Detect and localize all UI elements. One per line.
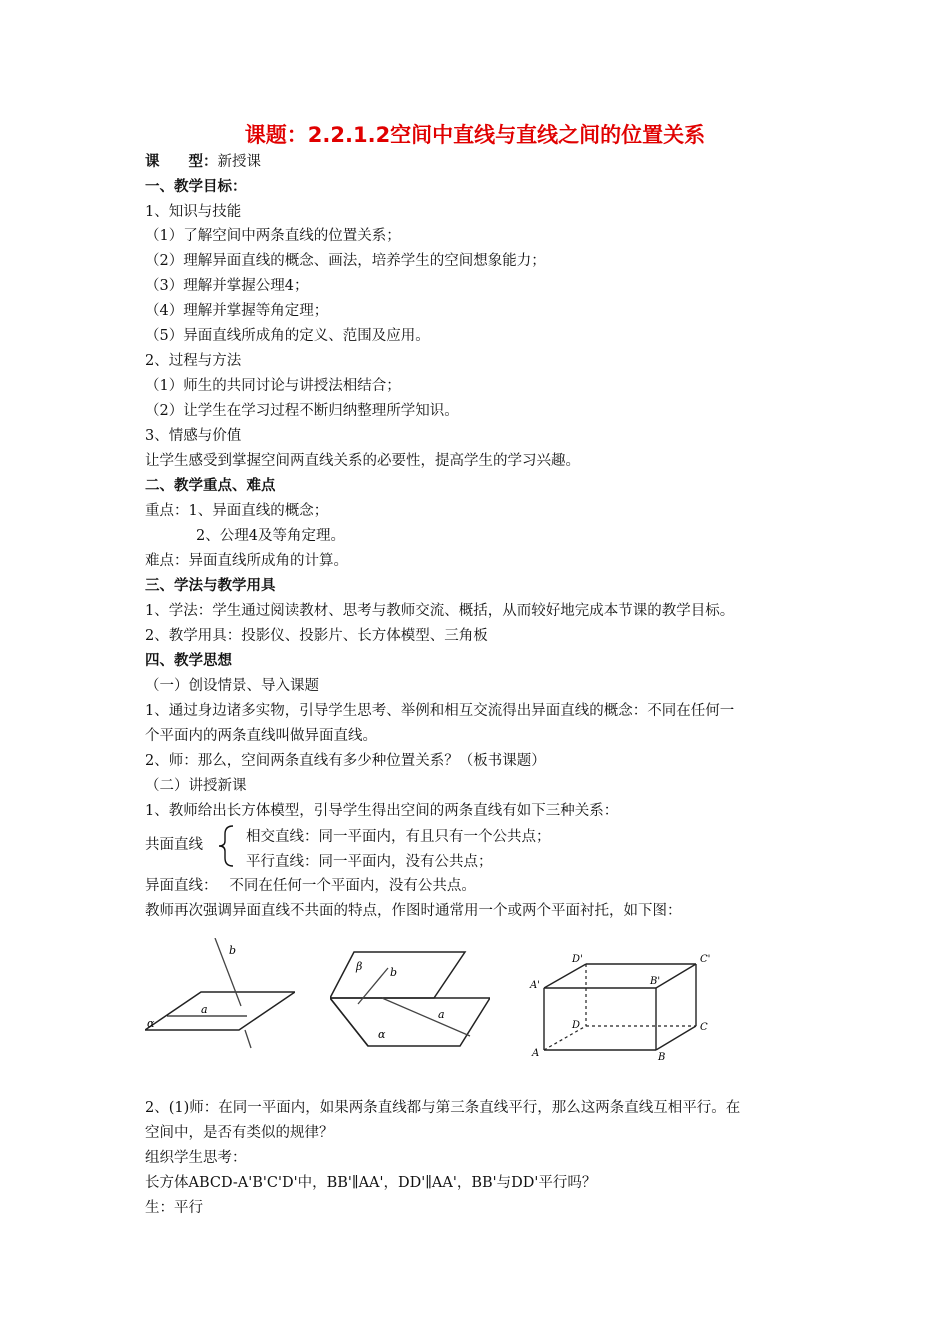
fig2-label-b: b (390, 966, 398, 979)
fig1-label-b: b (229, 944, 237, 957)
skew-lines-def: 异面直线： 不同在任何一个平面内，没有公共点。 (145, 878, 476, 894)
fig3-label-d: D (572, 1020, 581, 1031)
thoughts-paragraph: 1、通过身边诸多实物，引导学生思考、举例和相互交流得出异面直线的概念：不同在任何一 (145, 703, 735, 719)
section-heading-goals: 一、教学目标： (145, 179, 247, 195)
figure-skew-one-plane (145, 938, 295, 1050)
goals-item: （1）了解空间中两条直线的位置关系； (145, 228, 401, 244)
section-heading-thoughts: 四、教学思想 (145, 653, 232, 669)
fig3-label-c1: C' (700, 954, 711, 965)
goals-subheading-knowledge: 1、知识与技能 (145, 204, 242, 220)
thoughts-paragraph: 2、(1)师：在同一平面内，如果两条直线都与第三条直线平行，那么这两条直线互相平行。在 (145, 1100, 741, 1116)
goals-item: （4）理解并掌握等角定理； (145, 303, 329, 319)
parallel-lines-def: 平行直线：同一平面内，没有公共点； (246, 854, 493, 870)
methods-item-2: 2、教学用具：投影仪、投影片、长方体模型、三角板 (145, 628, 488, 644)
page-title: 课题：2.2.1.2空间中直线与直线之间的位置关系 (244, 123, 706, 147)
fig3-label-a1: A' (530, 980, 540, 991)
figure-skew-two-planes (330, 946, 490, 1050)
thoughts-paragraph: 1、教师给出长方体模型，引导学生得出空间的两条直线有如下三种关系： (145, 803, 619, 819)
intersect-lines-def: 相交直线：同一平面内，有且只有一个公共点； (246, 829, 551, 845)
methods-item-1: 1、学法：学生通过阅读教材、思考与教师交流、概括，从而较好地完成本节课的教学目标。 (145, 603, 735, 619)
fig2-label-alpha: α (378, 1028, 386, 1041)
thoughts-paragraph: 个平面内的两条直线叫做异面直线。 (145, 728, 377, 744)
thoughts-paragraph: 教师再次强调异面直线不共面的特点，作图时通常用一个或两个平面衬托，如下图： (145, 903, 682, 919)
goals-emotion-text: 让学生感受到掌握空间两直线关系的必要性，提高学生的学习兴趣。 (145, 453, 580, 469)
goals-subheading-emotion: 3、情感与价值 (145, 428, 242, 444)
section-heading-focus: 二、教学重点、难点 (145, 478, 276, 494)
fig2-label-a: a (438, 1008, 445, 1021)
fig1-label-alpha: α (147, 1017, 155, 1030)
thoughts-paragraph: 空间中，是否有类似的规律？ (145, 1125, 334, 1141)
thoughts-part-2: （二）讲授新课 (145, 778, 247, 794)
fig3-label-b: B (658, 1052, 666, 1063)
thoughts-paragraph: 组织学生思考： (145, 1150, 247, 1166)
goals-item: （2）理解异面直线的概念、画法，培养学生的空间想象能力； (145, 253, 546, 269)
fig2-label-beta: β (356, 960, 363, 973)
fig3-label-c: C (700, 1022, 708, 1033)
fig3-label-a: A (532, 1048, 540, 1059)
goals-item: （1）师生的共同讨论与讲授法相结合； (145, 378, 401, 394)
thoughts-paragraph: 2、师：那么，空间两条直线有多少种位置关系？（板书课题） (145, 753, 546, 769)
focus-key-2: 2、公理4及等角定理。 (196, 528, 345, 544)
goals-item: （2）让学生在学习过程不断归纳整理所学知识。 (145, 403, 459, 419)
fig1-label-a: a (201, 1003, 208, 1016)
lesson-type-row (145, 152, 261, 172)
goals-item: （5）异面直线所成角的定义、范围及应用。 (145, 328, 430, 344)
focus-key-1: 重点：1、异面直线的概念； (145, 503, 329, 519)
thoughts-paragraph: 生：平行 (145, 1200, 203, 1216)
brace-icon (213, 824, 241, 868)
figure-cuboid (528, 948, 718, 1063)
section-heading-methods: 三、学法与教学用具 (145, 578, 276, 594)
focus-difficult: 难点：异面直线所成角的计算。 (145, 553, 348, 569)
fig3-label-d1: D' (572, 954, 583, 965)
goals-subheading-process: 2、过程与方法 (145, 353, 242, 369)
goals-item: （3）理解并掌握公理4； (145, 278, 309, 294)
lesson-type-label: 课 型： (145, 154, 218, 170)
thoughts-part-1: （一）创设情景、导入课题 (145, 678, 319, 694)
fig3-label-b1: B' (650, 976, 661, 987)
coplanar-label: 共面直线 (145, 837, 203, 853)
thoughts-paragraph: 长方体ABCD-A'B'C'D'中，BB'∥AA'，DD'∥AA'，BB'与DD'平行吗？ (145, 1175, 597, 1191)
lesson-type-value: 新授课 (217, 154, 261, 170)
